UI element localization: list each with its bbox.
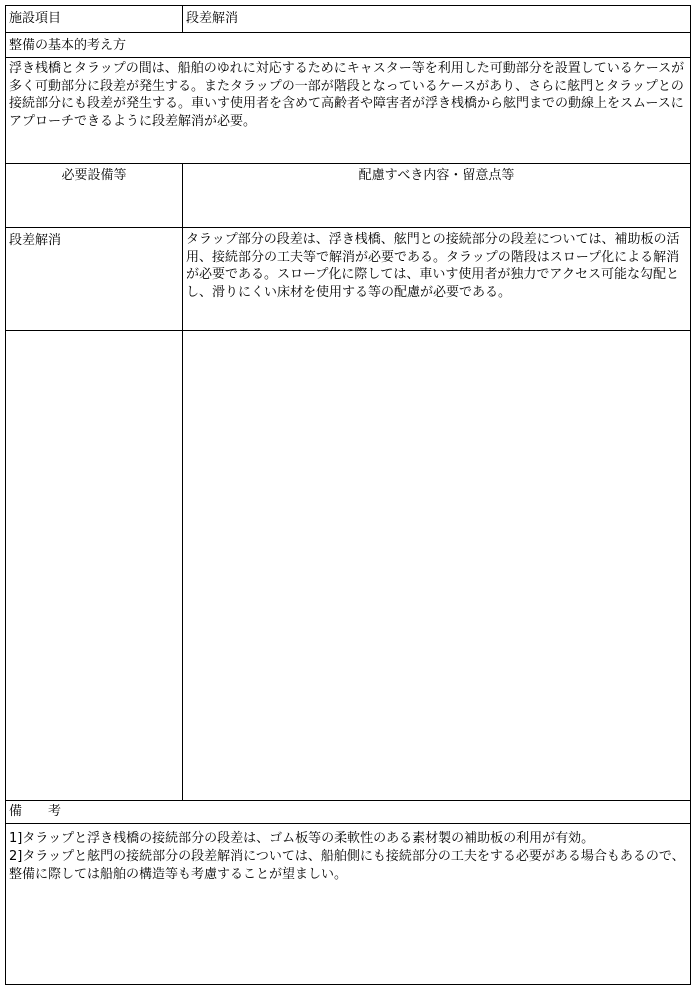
row-equipment-cell [5,227,183,331]
basic-concept-body-cell [5,57,691,164]
col-considerations-header: 配慮すべき内容・留意点等 [358,168,515,183]
empty-left-cell [5,330,183,801]
row-considerations: タラップ部分の段差は、浮き桟橋、舷門との接続部分の段差については、補助板の活用、接続部分の工夫等で解消が必要である。タラップの階段はスロープ化による解消が必要である。スロープ化に際しては、車いす使用者が独力でアクセス可能な勾配とし、滑りにくい床材を使用する等の配慮が必要である。 [186,232,680,300]
col-considerations-header-cell [182,163,691,228]
basic-concept-heading: 整備の基本的考え方 [9,38,127,53]
col-equipment-header-cell [5,163,183,228]
basic-concept-body: 浮き桟橋とタラップの間は、船舶のゆれに対応するためにキャスター等を利用した可動部分を設置しているケースが多く可動部分に段差が発生する。またタラップの一部が階段となっているケースがあり、さらに舷門とタラップとの接続部分にも段差が発生する。車いす使用者を含めて高齢者や障害者が浮き桟橋から舷門までの動線上をスムースにアプローチできるように段差解消が必要。 [9,61,685,129]
remarks-heading: 備 考 [9,804,62,819]
facility-sheet [5,5,691,985]
empty-right-cell [182,330,691,801]
item-label: 施設項目 [9,11,62,26]
remarks-body-cell [5,823,691,985]
remarks-item-1: 1]タラップと浮き桟橋の接続部分の段差は、ゴム板等の柔軟性のある素材製の補助板の利用が有効。 [9,831,595,846]
remarks-item-2: 2]タラップと舷門の接続部分の段差解消については、船舶側にも接続部分の工夫をする必要がある場合もあるので、整備に際しては船舶の構造等も考慮することが望ましい。 [9,849,685,882]
item-value-cell [182,5,691,33]
col-equipment-header: 必要設備等 [61,168,127,183]
row-equipment: 段差解消 [9,233,62,248]
item-value: 段差解消 [186,11,239,26]
remarks-heading-cell [5,800,691,824]
basic-concept-heading-cell [5,32,691,58]
item-label-cell [5,5,183,33]
row-considerations-cell [182,227,691,331]
